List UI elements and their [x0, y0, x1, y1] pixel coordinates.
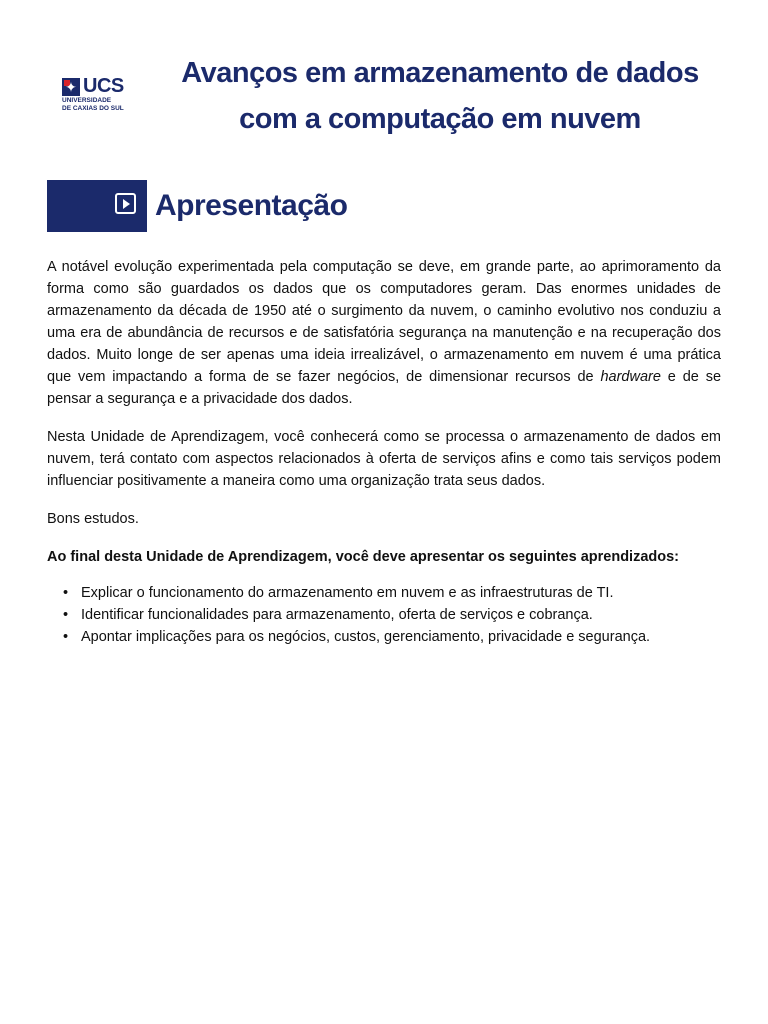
list-item: • Apontar implicações para os negócios, custos, gerenciamento, privacidade e segurança. [81, 626, 721, 648]
logo-brand: UCS [83, 75, 124, 97]
list-item: • Identificar funcionalidades para armazenamento, oferta de serviços e cobrança. [81, 604, 721, 626]
bullet-icon: • [63, 607, 69, 623]
page-title [150, 50, 730, 142]
bullet-icon: • [63, 585, 69, 601]
section-marker [47, 180, 147, 232]
list-item: • Explicar o funcionamento do armazenamento em nuvem e as infraestruturas de TI. [81, 582, 721, 604]
greeting-paragraph: Bons estudos. [47, 511, 139, 527]
intro-paragraph: A notável evolução experimentada pela computação se deve, em grande parte, ao aprimoramento da forma como são guardados os dados que os computadores geram. Das enormes unidades de armazenamento da década de 1950 até o surgimento da nuvem, o caminho evolutivo nos conduziu a uma era de abundância de recursos e de satisfatória segurança na manutenção e na recuperação dos dados. Muito longe de ser apenas uma ideia irrealizável, o armazenamento em nuvem é uma prática que vem impactando a forma de se fazer negócios, de dimensionar recursos de hardware e de se pensar a segurança e a privacidade dos dados. [47, 259, 722, 407]
page-title-line2: com a computação em nuvem [239, 103, 641, 135]
ucs-logo-mark-icon: ✦ [62, 78, 80, 96]
section-header [47, 180, 727, 232]
unit-paragraph: Nesta Unidade de Aprendizagem, você conhecerá como se processa o armazenamento de dados em nuvem, terá contato com aspectos relacionados à oferta de serviços afins e como tais serviços podem influenciar positivamente a maneira como uma organização trata seus dados. [47, 429, 721, 489]
objectives-intro: Ao final desta Unidade de Aprendizagem, você deve apresentar os seguintes aprendizados: [47, 549, 679, 565]
ucs-logo [62, 75, 132, 114]
logo-subtitle: UNIVERSIDADE DE CAXIAS DO SUL [62, 97, 124, 112]
page-title-line1: Avanços em armazenamento de dados [181, 57, 699, 89]
objectives-list [47, 582, 721, 648]
play-square-icon [115, 193, 136, 214]
page-header [0, 0, 768, 160]
section-title: Apresentação [155, 189, 348, 222]
main-content [47, 256, 721, 648]
bullet-icon: • [63, 629, 69, 645]
